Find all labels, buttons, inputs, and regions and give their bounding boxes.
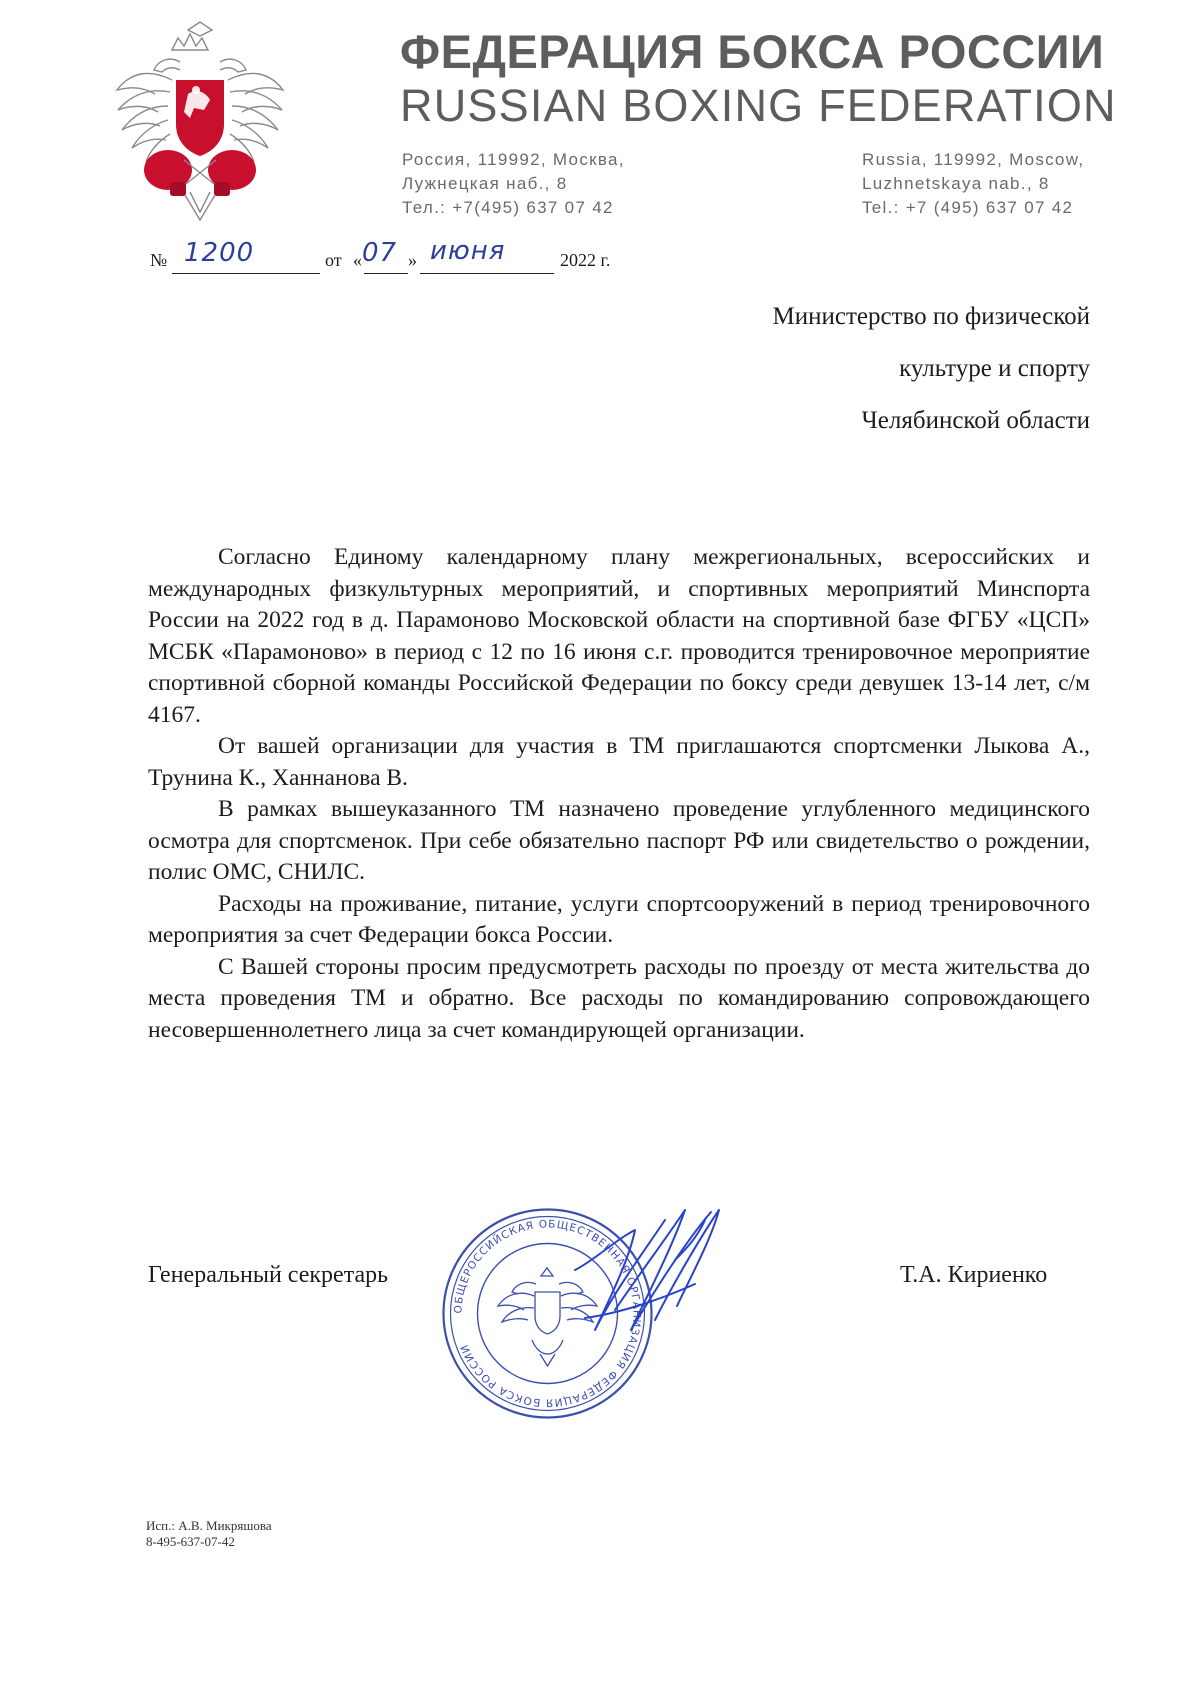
org-name-en: RUSSIAN BOXING FEDERATION bbox=[400, 80, 1117, 131]
document-number: 1200 bbox=[184, 238, 255, 268]
executor-name: Исп.: А.В. Микряшова bbox=[146, 1518, 272, 1533]
letter-body bbox=[148, 542, 1090, 1046]
address-ru bbox=[402, 148, 625, 220]
signatory-name: Т.А. Кириенко bbox=[900, 1262, 1048, 1288]
executor-block bbox=[146, 1518, 272, 1550]
date-quote-close: » bbox=[408, 250, 417, 270]
addressee-line: Министерство по физической bbox=[772, 303, 1090, 330]
body-paragraph: Согласно Единому календарному плану межрегиональных, всероссийских и международных физкультурных мероприятий, и спортивных мероприятий Минспорта России на 2022 год в д. Парамоново Московской области на спортивной базе ФГБУ «ЦСП» МСБК «Парамоново» в период с 12 по 16 июня с.г. проводится тренировочное мероприятие спортивной сборной команды Российской Федерации по боксу среди девушек 13-14 лет, с/м 4167. bbox=[148, 544, 1090, 728]
addressee-block bbox=[630, 295, 1090, 451]
date-month: июня bbox=[430, 236, 506, 266]
org-name-ru: ФЕДЕРАЦИЯ БОКСА РОССИИ bbox=[400, 25, 1105, 78]
executor-phone: 8-495-637-07-42 bbox=[146, 1534, 235, 1549]
body-paragraph: В рамках вышеуказанного ТМ назначено проведение углубленного медицинского осмотра для спортсменок. При себе обязательно паспорт РФ или свидетельство о рождении, полис ОМС, СНИЛС. bbox=[148, 796, 1090, 885]
signatory-position: Генеральный секретарь bbox=[148, 1262, 389, 1288]
address-en bbox=[862, 148, 1084, 220]
address-ru-line: Тел.: +7(495) 637 07 42 bbox=[402, 198, 614, 217]
body-paragraph: С Вашей стороны просим предусмотреть расходы по проезду от места жительства до места проведения ТМ и обратно. Все расходы по командированию сопровождающего несовершеннолетнего лица за счет командирующей организации. bbox=[148, 953, 1090, 1043]
body-paragraph: От вашей организации для участия в ТМ приглашаются спортсменки Лыкова А., Трунина К., Ханнанова В. bbox=[148, 733, 1090, 791]
handwritten-signature-icon bbox=[555, 1200, 755, 1370]
date-day: 07 bbox=[362, 238, 398, 268]
address-en-line: Luzhnetskaya nab., 8 bbox=[862, 174, 1050, 193]
date-from-label: от bbox=[325, 250, 342, 270]
address-ru-line: Лужнецкая наб., 8 bbox=[402, 174, 568, 193]
body-paragraph: Расходы на проживание, питание, услуги спортсооружений в период тренировочного мероприятия за счет Федерации бокса России. bbox=[148, 890, 1090, 948]
address-en-line: Russia, 119992, Moscow, bbox=[862, 150, 1085, 169]
addressee-line: культуре и спорту bbox=[899, 355, 1090, 382]
stamp-text: ОБЩЕРОССИЙСКАЯ ОБЩЕСТВЕННАЯ ОРГАНИЗАЦИЯ ФЕДЕРАЦИЯ БОКСА РОССИИ bbox=[452, 1218, 643, 1409]
registration-line bbox=[150, 236, 670, 280]
number-prefix: № bbox=[150, 250, 168, 270]
date-year: 2022 г. bbox=[560, 250, 611, 270]
address-ru-line: Россия, 119992, Москва, bbox=[402, 150, 625, 169]
addressee-line: Челябинской области bbox=[861, 407, 1090, 434]
date-quote-open: « bbox=[353, 250, 362, 270]
address-en-line: Tel.: +7 (495) 637 07 42 bbox=[862, 198, 1074, 217]
federation-emblem-icon bbox=[110, 20, 290, 225]
